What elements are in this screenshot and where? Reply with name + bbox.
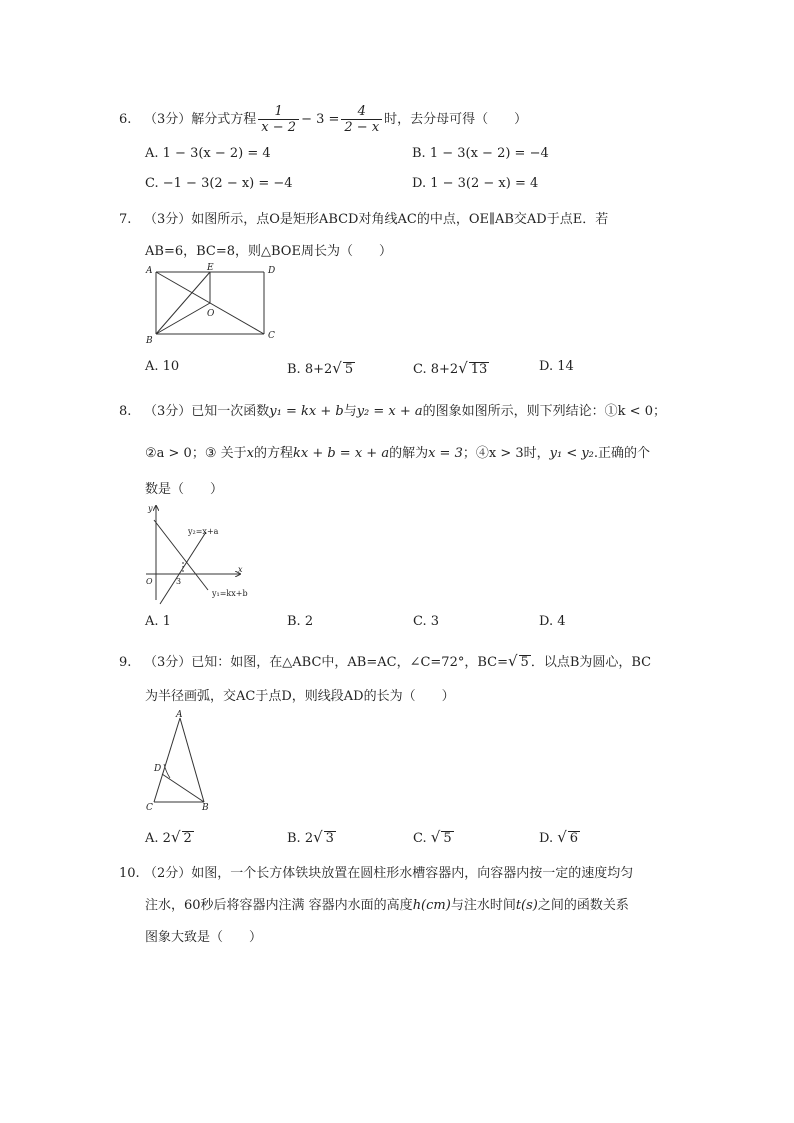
q6-mid: − 3 = <box>301 112 340 127</box>
q6-stem-a: 解分式方程 <box>191 112 257 127</box>
q6-option-a: A. 1 − 3(x − 2) = 4 <box>145 146 271 161</box>
q6-frac2-num: 4 <box>341 104 382 120</box>
q9-line1: 9. （3分）已知：如图，在△ABC中，AB=AC，∠C=72°，BC=√ 5 ．以点B为圆心，BC <box>119 652 652 670</box>
q7-text-1: （3分）如图所示，点O是矩形ABCD对角线AC的中点，OE∥AB交AD于点E．若 <box>144 212 609 227</box>
q9-option-b: B. 2√ 3 <box>287 828 334 846</box>
q8-option-d: D. 4 <box>539 614 566 629</box>
q7-line1 <box>119 208 608 227</box>
q6-fraction-2 <box>341 104 382 135</box>
q9-option-d: D. √ 6 <box>539 828 579 846</box>
q7-segment-be <box>156 272 210 334</box>
q9-option-b-prefix: B. 2 <box>287 831 314 846</box>
q8-text-1a: （3分）已知一次函数 <box>144 404 270 419</box>
q8-text-with: 与 <box>343 404 357 419</box>
q10-line3: 图象大致是（ ） <box>145 930 263 945</box>
q8-text-2c: 的解为 <box>389 446 429 461</box>
q8-text-2b: 的方程 <box>253 446 293 461</box>
q9-option-b-radicand: 3 <box>325 831 334 846</box>
q6-option-d: D. 1 − 3(2 − x) = 4 <box>412 176 539 191</box>
q9-option-a-prefix: A. 2 <box>145 831 171 846</box>
q10-text-2b: 与注水时间 <box>450 898 516 913</box>
q8-eq-y2: y₂ = x + a <box>356 404 423 419</box>
q7-number: 7. <box>119 212 132 227</box>
q7-option-d: D. 14 <box>539 359 574 374</box>
q8-number: 8. <box>119 404 132 419</box>
q6-option-c: C. −1 − 3(2 − x) = −4 <box>145 176 293 191</box>
q9-text-1a: （3分）已知：如图，在△ABC中，AB=AC，∠C=72°，BC= <box>144 655 508 670</box>
q9-option-a-radicand: 2 <box>183 831 192 846</box>
q6-stem-b: 时，去分母可得（ ） <box>384 112 528 127</box>
q9-label-b: B <box>202 803 209 813</box>
q10-number: 10. <box>119 866 140 881</box>
q7-option-c: C. 8+2√ 13 <box>413 359 488 377</box>
q8-eq-4: x = 3 <box>428 446 463 461</box>
q8-text-2d: ；④x > 3时， <box>462 446 550 461</box>
q8-text-2a: ②a > 0；③ 关于 <box>145 446 247 461</box>
q9-label-c: C <box>146 803 153 813</box>
q8-eq-3: kx + b = x + a <box>292 446 390 461</box>
q8-label-three: 3 <box>176 577 182 586</box>
q9-option-a: A. 2√ 2 <box>145 828 192 846</box>
q7-label-b: B <box>146 336 153 346</box>
q7-option-a: A. 10 <box>145 359 180 374</box>
q7-option-b: B. 8+2√ 5 <box>287 359 354 377</box>
q7-option-c-prefix: C. 8+2 <box>413 362 459 377</box>
q9-label-d: D <box>154 764 162 774</box>
q8-line1 <box>119 400 666 419</box>
q10-text-2a: 注水，60秒后将容器内注满 容器内水面的高度 <box>145 898 413 913</box>
q10-text-1: （2分）如图，一个长方体铁块放置在圆柱形水槽容器内，向容器内按一定的速度均匀 <box>144 866 634 881</box>
q6-stem <box>119 104 527 135</box>
q6-score: （3分） <box>144 112 192 127</box>
q9-option-c: C. √ 5 <box>413 828 452 846</box>
q9-bc-radicand: 5 <box>520 655 529 670</box>
q9-number: 9. <box>119 655 132 670</box>
q8-label-line-y1: y₁=kx+b <box>212 589 248 598</box>
q8-x-var: x <box>246 446 254 461</box>
q8-option-c: C. 3 <box>413 614 440 629</box>
q9-label-a: A <box>176 710 183 720</box>
q8-text-2e: .正确的个 <box>593 446 651 461</box>
q7-option-b-prefix: B. 8+2 <box>287 362 333 377</box>
q9-line2: 为半径画弧，交AC于点D，则线段AD的长为（ ） <box>145 689 455 704</box>
q9-option-c-radicand: 5 <box>443 831 452 846</box>
q7-segment-bo <box>156 303 210 334</box>
q6-frac2-den: 2 − x <box>344 120 380 135</box>
q7-label-d: D <box>268 266 276 276</box>
q7-label-o: O <box>207 309 215 319</box>
q9-side-ac <box>154 718 180 802</box>
q9-option-d-prefix: D. <box>539 831 558 846</box>
q9-option-c-prefix: C. <box>413 831 431 846</box>
q8-graph-figure <box>140 500 260 606</box>
q10-line1 <box>119 862 633 881</box>
q6-frac1-num: 1 <box>258 104 299 120</box>
q7-option-b-radicand: 5 <box>344 362 354 377</box>
q8-option-a: A. 1 <box>145 614 171 629</box>
q7-line2: AB=6，BC=8，则△BOE周长为（ ） <box>145 244 392 259</box>
q7-label-e: E <box>207 263 214 273</box>
q8-line3: 数是（ ） <box>145 482 224 497</box>
q10-line2 <box>145 894 629 913</box>
q10-text-2c: 之间的函数关系 <box>537 898 629 913</box>
q8-text-1b: 的图象如图所示，则下列结论：①k < 0； <box>422 404 666 419</box>
q8-label-y: y <box>148 504 153 513</box>
q8-label-origin: O <box>146 577 153 586</box>
q8-eq-y1: y₁ = kx + b <box>269 404 344 419</box>
q8-line2 <box>145 442 650 461</box>
q7-rectangle-figure <box>140 262 280 348</box>
q8-label-line-y2: y₂=x+a <box>188 527 219 536</box>
q8-eq-5: y₁ < y₂ <box>549 446 594 461</box>
q10-t-var: t(s) <box>515 898 538 913</box>
q6-fraction-1 <box>258 104 299 135</box>
q6-option-b: B. 1 − 3(x − 2) = −4 <box>412 146 549 161</box>
q7-label-c: C <box>268 331 275 341</box>
q9-side-ab <box>180 718 204 802</box>
q9-option-d-radicand: 6 <box>569 831 579 846</box>
q6-frac1-den: x − 2 <box>261 120 297 135</box>
q8-label-x: x <box>238 565 243 574</box>
q7-option-c-radicand: 13 <box>470 362 488 377</box>
q9-text-1b: ．以点B为圆心，BC <box>530 655 652 670</box>
q10-h-var: h(cm) <box>412 898 451 913</box>
q6-number: 6. <box>119 112 132 127</box>
q9-triangle-figure <box>140 708 220 814</box>
q8-option-b: B. 2 <box>287 614 314 629</box>
q7-label-a: A <box>146 266 153 276</box>
